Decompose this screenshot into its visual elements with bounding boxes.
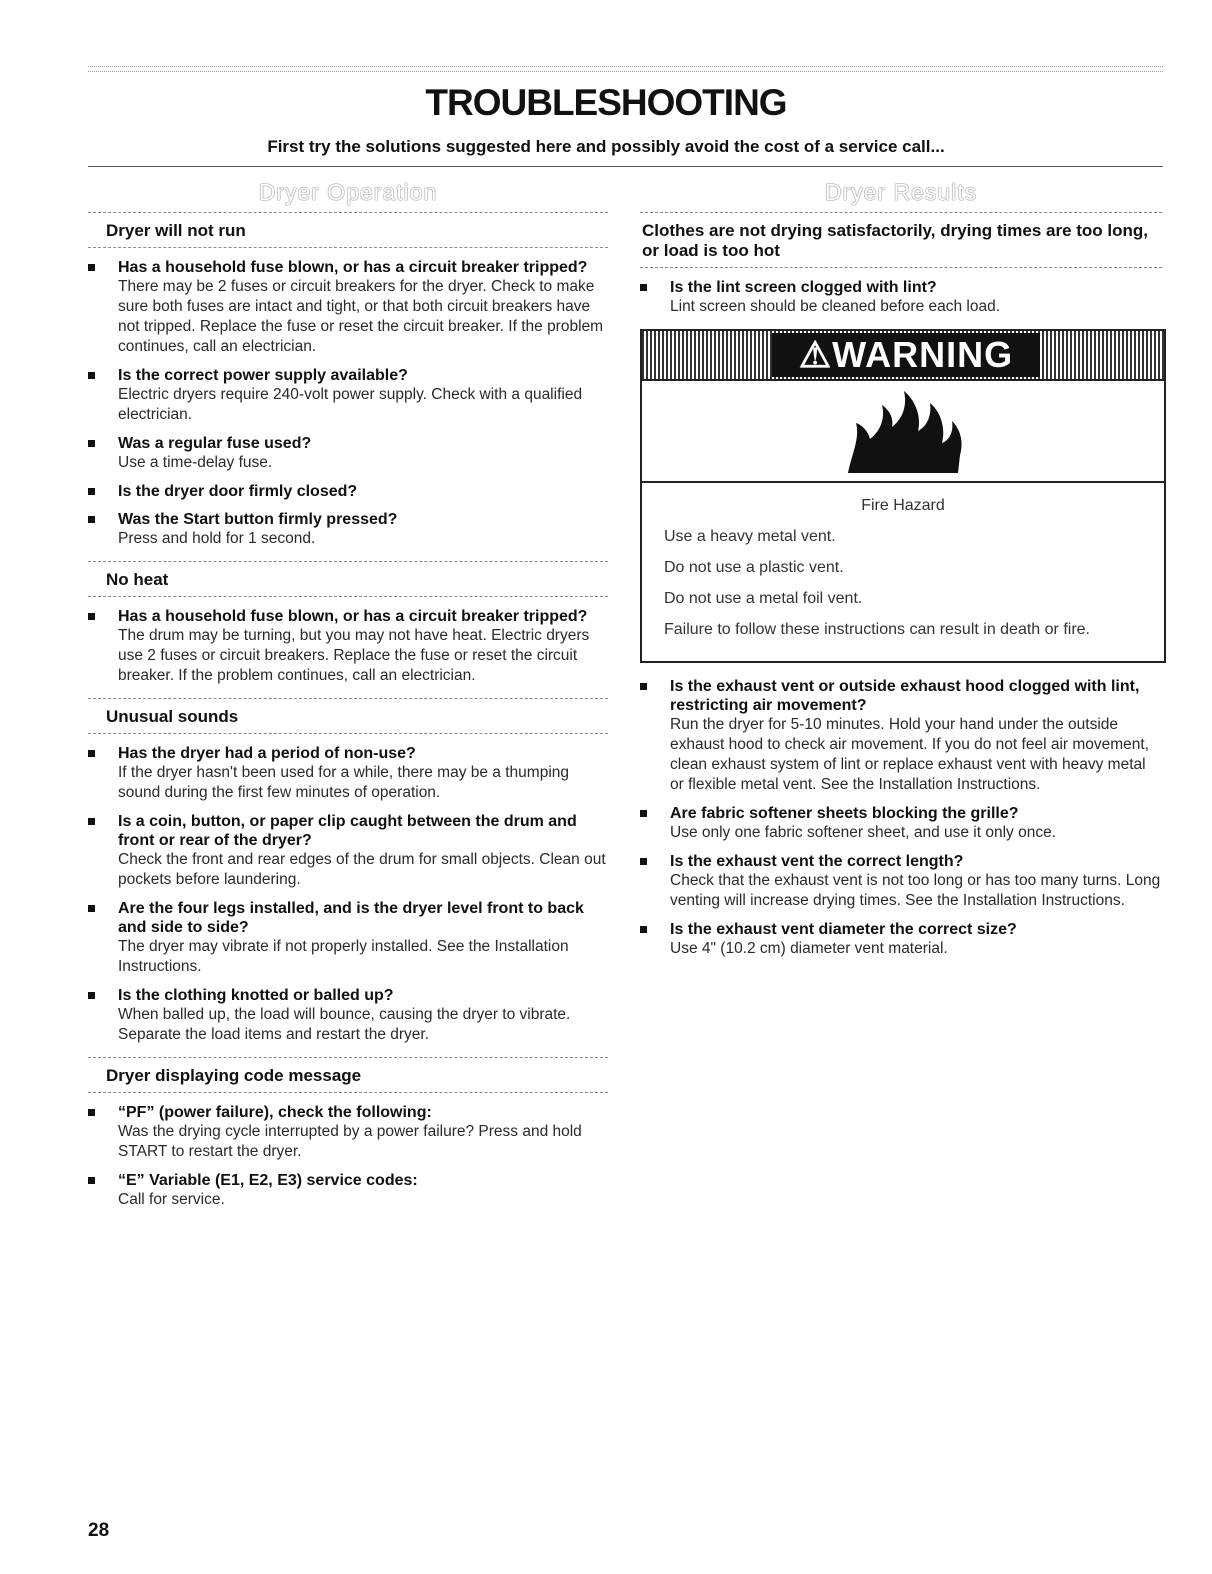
answer: The drum may be turning, but you may not have heat. Electric dryers use 2 fuses or circuit breakers. Replace the fuse or reset the circuit breaker. If the problem continues, call an electrician.: [118, 627, 590, 684]
square-bullet-icon: [640, 284, 647, 291]
question-list: [88, 744, 608, 1045]
section-title: Dryer displaying code message: [88, 1057, 608, 1093]
answer: Check that the exhaust vent is not too long or has too many turns. Long venting will increase drying times. See the Installation Instructions.: [670, 872, 1161, 909]
answer: If the dryer hasn't been used for a while, there may be a thumping sound during the first few minutes of operation.: [118, 764, 569, 801]
square-bullet-icon: [640, 683, 647, 690]
square-bullet-icon: [88, 818, 95, 825]
warning-line: Use a heavy metal vent.: [664, 528, 836, 545]
answer: Use a time-delay fuse.: [118, 454, 273, 471]
question: Is the clothing knotted or balled up?: [118, 987, 394, 1004]
answer: Electric dryers require 240-volt power supply. Check with a qualified electrician.: [118, 386, 583, 423]
square-bullet-icon: [88, 750, 95, 757]
warning-line: Failure to follow these instructions can result in death or fire.: [664, 621, 1090, 638]
square-bullet-icon: [88, 488, 95, 495]
list-item: [88, 258, 608, 357]
list-item: [88, 510, 608, 549]
fire-hazard-symbol: [642, 379, 1164, 483]
square-bullet-icon: [88, 440, 95, 447]
answer: When balled up, the load will bounce, causing the dryer to vibrate. Separate the load items and restart the dryer.: [118, 1006, 571, 1043]
question: Has a household fuse blown, or has a circuit breaker tripped?: [118, 608, 588, 625]
question: Are fabric softener sheets blocking the grille?: [670, 805, 1019, 822]
hazard-title: Fire Hazard: [861, 497, 945, 514]
warning-label: ⚠WARNING: [772, 333, 1040, 377]
answer: Use 4" (10.2 cm) diameter vent material.: [670, 940, 948, 957]
question-list: [640, 677, 1162, 959]
square-bullet-icon: [88, 516, 95, 523]
question: Has the dryer had a period of non-use?: [118, 745, 416, 762]
list-item: [640, 852, 1162, 911]
warning-box: [640, 329, 1166, 663]
section-title: Dryer will not run: [88, 212, 608, 248]
column-heading: Dryer Results: [824, 179, 978, 205]
square-bullet-icon: [640, 858, 647, 865]
square-bullet-icon: [640, 926, 647, 933]
answer: The dryer may vibrate if not properly installed. See the Installation Instructions.: [118, 938, 569, 975]
question: Is the dryer door firmly closed?: [118, 483, 358, 500]
square-bullet-icon: [88, 992, 95, 999]
answer: Call for service.: [118, 1191, 225, 1208]
question: “E” Variable (E1, E2, E3) service codes:: [118, 1172, 418, 1189]
question: Are the four legs installed, and is the dryer level front to back and side to side?: [118, 900, 584, 936]
dryer-results-column: [640, 178, 1162, 971]
question-list: [88, 258, 608, 549]
question: Is the exhaust vent or outside exhaust hood clogged with lint, restricting air movement?: [670, 678, 1140, 714]
question: Is the exhaust vent diameter the correct size?: [670, 921, 1017, 938]
list-item: [88, 366, 608, 425]
question: “PF” (power failure), check the following:: [118, 1104, 432, 1121]
square-bullet-icon: [640, 810, 647, 817]
list-item: [88, 1171, 608, 1210]
list-item: [88, 482, 608, 501]
list-item: [88, 744, 608, 803]
answer: There may be 2 fuses or circuit breakers for the dryer. Check to make sure both fuses are intact and tight, or that both circuit breakers have not tripped. Replace the fuse or reset the circuit breaker. If the problem continues, call an electrician.: [118, 278, 604, 355]
square-bullet-icon: [88, 905, 95, 912]
question: Was the Start button firmly pressed?: [118, 511, 398, 528]
list-item: [640, 920, 1162, 959]
page-number: 28: [88, 1520, 110, 1541]
question-list: [640, 278, 1162, 317]
answer: Run the dryer for 5-10 minutes. Hold your hand under the outside exhaust hood to check air movement. If you do not feel air movement, clean exhaust system of lint or replace exhaust vent with heavy metal or flexible metal vent. See the Installation Instructions.: [670, 716, 1150, 793]
question: Was a regular fuse used?: [118, 435, 312, 452]
warning-body: [642, 483, 1164, 661]
list-item: [88, 986, 608, 1045]
page-title: TROUBLESHOOTING: [425, 82, 787, 123]
list-item: [640, 804, 1162, 843]
list-item: [640, 677, 1162, 795]
answer: Lint screen should be cleaned before each load.: [670, 298, 1001, 315]
warning-banner: [642, 331, 1164, 379]
question-list: [88, 607, 608, 686]
question: Is the lint screen clogged with lint?: [670, 279, 937, 296]
square-bullet-icon: [88, 1109, 95, 1116]
list-item: [88, 607, 608, 686]
square-bullet-icon: [88, 613, 95, 620]
square-bullet-icon: [88, 372, 95, 379]
question: Is the correct power supply available?: [118, 367, 408, 384]
dryer-operation-column: [88, 178, 608, 1222]
section-title: Clothes are not drying satisfactorily, drying times are too long, or load is too hot: [640, 212, 1162, 268]
top-rule: [88, 66, 1163, 72]
list-item: [88, 812, 608, 890]
list-item: [88, 899, 608, 977]
column-heading: Dryer Operation: [258, 179, 438, 205]
list-item: [88, 1103, 608, 1162]
section-title: No heat: [88, 561, 608, 597]
warning-line: Do not use a metal foil vent.: [664, 590, 863, 607]
answer: Press and hold for 1 second.: [118, 530, 316, 547]
section-title: Unusual sounds: [88, 698, 608, 734]
square-bullet-icon: [88, 1177, 95, 1184]
question: Is a coin, button, or paper clip caught between the drum and front or rear of the dryer?: [118, 813, 577, 849]
answer: Check the front and rear edges of the drum for small objects. Clean out pockets before laundering.: [118, 851, 606, 888]
list-item: [88, 434, 608, 473]
page-subtitle: First try the solutions suggested here and possibly avoid the cost of a service call...: [267, 137, 945, 156]
answer: Use only one fabric softener sheet, and use it only once.: [670, 824, 1057, 841]
warning-line: Do not use a plastic vent.: [664, 559, 844, 576]
subtitle-rule: [88, 166, 1163, 167]
answer: Was the drying cycle interrupted by a power failure? Press and hold START to restart the dryer.: [118, 1123, 582, 1160]
square-bullet-icon: [88, 264, 95, 271]
question: Has a household fuse blown, or has a circuit breaker tripped?: [118, 259, 588, 276]
fire-icon: [642, 381, 1160, 481]
list-item: [640, 278, 1162, 317]
question: Is the exhaust vent the correct length?: [670, 853, 964, 870]
question-list: [88, 1103, 608, 1210]
